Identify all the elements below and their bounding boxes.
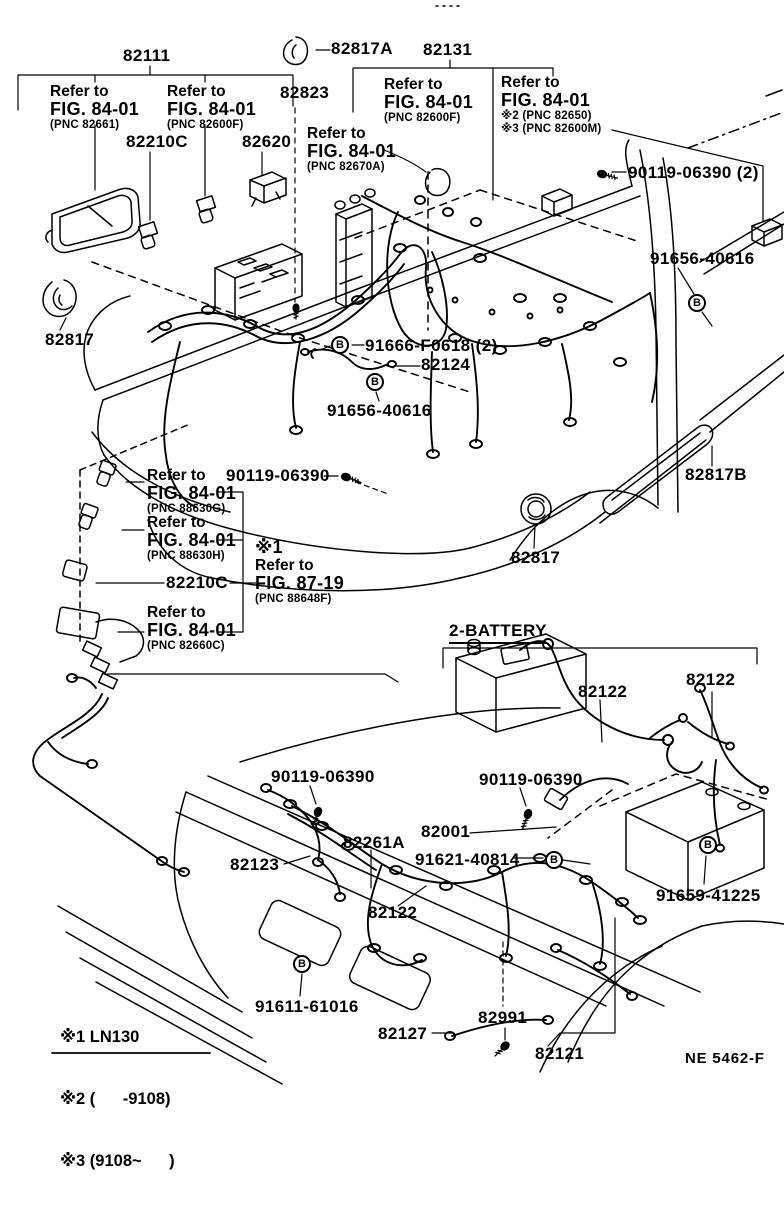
part-label-91656-40616-center: 91656-40616 xyxy=(327,401,432,420)
part-label-82210c-left: 82210C xyxy=(166,573,228,592)
part-label-90119-06390-lr: 90119-06390 xyxy=(479,770,583,789)
figure-code: NE 5462-F xyxy=(685,1050,765,1067)
part-label-82620: 82620 xyxy=(242,132,292,151)
part-label-91621-40814: 91621-40814 xyxy=(415,850,520,869)
callout-line: Refer to xyxy=(255,556,314,574)
part-label-82122-mid: 82122 xyxy=(578,682,628,701)
callout-pnc-82660c xyxy=(147,604,236,653)
callout-line: (PNC 88630G) xyxy=(147,502,226,515)
legend-item-3: ※3 (9108~ ) xyxy=(60,1152,175,1170)
callout-pnc-82650-82600m xyxy=(501,74,601,136)
callout-line: Refer to xyxy=(501,74,560,91)
callout-line: (PNC 88630H) xyxy=(147,549,225,562)
part-label-90119-06390-2: 90119-06390 (2) xyxy=(628,163,759,182)
callout-line: FIG. 84-01 xyxy=(147,530,237,551)
callout-line: (PNC 82660C) xyxy=(147,639,225,652)
part-label-82817-left: 82817 xyxy=(45,330,95,349)
callout-pnc-82661 xyxy=(50,83,139,132)
part-label-82823: 82823 xyxy=(280,83,330,102)
callout-pnc-82600f-mid xyxy=(384,76,473,125)
callout-line: Refer to xyxy=(384,76,443,93)
callout-line: FIG. 84-01 xyxy=(147,483,237,504)
bolt-marker-5: B xyxy=(699,836,717,854)
callout-pnc-82670a xyxy=(307,125,396,174)
bolt-marker-3: B xyxy=(366,373,384,391)
section-label-2-battery: 2-BATTERY xyxy=(449,622,547,644)
callout-asterisk-1: ※1 xyxy=(255,537,283,557)
part-label-82127: 82127 xyxy=(378,1024,428,1043)
callout-line: Refer to xyxy=(167,83,226,100)
callout-line: Refer to xyxy=(307,125,366,142)
legend-item-2: ※2 ( -9108) xyxy=(60,1090,171,1109)
part-label-91611-61016: 91611-61016 xyxy=(255,997,359,1016)
bolt-marker-1: B xyxy=(688,294,706,312)
callout-line: ※3 (PNC 82600M) xyxy=(501,123,602,136)
part-label-82111: 82111 xyxy=(123,46,171,65)
part-label-82123: 82123 xyxy=(230,855,280,874)
part-label-90119-06390-mid: 90119-06390 xyxy=(226,466,330,485)
callout-line: (PNC 82600F) xyxy=(167,118,244,131)
callout-line: FIG. 84-01 xyxy=(50,99,140,120)
callout-line: FIG. 84-01 xyxy=(167,99,257,120)
part-label-82210c-top: 82210C xyxy=(126,132,188,151)
callout-line: Refer to xyxy=(147,467,206,484)
callout-line: FIG. 84-01 xyxy=(501,90,591,111)
part-label-82122-right: 82122 xyxy=(686,670,736,689)
callout-line: (PNC 82670A) xyxy=(307,160,385,173)
callout-line: FIG. 84-01 xyxy=(384,92,474,113)
callout-line: FIG. 84-01 xyxy=(147,620,237,641)
callout-line: (PNC 88648F) xyxy=(255,592,332,605)
part-label-90119-06390-ll: 90119-06390 xyxy=(271,767,375,786)
callout-line: Refer to xyxy=(147,604,206,621)
part-label-82817-center: 82817 xyxy=(511,548,561,567)
callout-line: Refer to xyxy=(147,514,206,531)
part-label-82817b: 82817B xyxy=(685,465,747,484)
callout-line: (PNC 82661) xyxy=(50,118,120,131)
callout-pnc-88630h xyxy=(147,514,236,563)
part-label-82261a: 82261A xyxy=(343,833,405,852)
part-label-82001: 82001 xyxy=(421,822,471,841)
callout-pnc-88648f xyxy=(255,538,344,606)
legend-item-1: ※1 LN130 xyxy=(60,1028,140,1047)
part-label-82817a: 82817A xyxy=(331,39,393,58)
callout-line: (PNC 82600F) xyxy=(384,111,461,124)
part-label-91666-f0618: 91666-F0618 (2) xyxy=(365,336,498,355)
part-label-91659-41225: 91659-41225 xyxy=(656,886,761,905)
callout-line: ※2 (PNC 82650) xyxy=(501,109,592,122)
harness-lower xyxy=(261,639,768,1043)
part-label-82131: 82131 xyxy=(423,40,473,59)
part-label-82124: 82124 xyxy=(421,355,471,374)
callout-line: FIG. 87-19 xyxy=(255,572,345,593)
bolt-marker-6: B xyxy=(293,955,311,973)
bolt-marker-2: B xyxy=(331,336,349,354)
part-label-91656-40616-right: 91656-40616 xyxy=(650,249,755,268)
callout-pnc-82600f-left xyxy=(167,83,256,132)
callout-line: FIG. 84-01 xyxy=(307,141,397,162)
part-label-82991: 82991 xyxy=(478,1008,528,1027)
callout-pnc-88630g xyxy=(147,467,236,516)
callout-line: Refer to xyxy=(50,83,109,100)
part-label-82121: 82121 xyxy=(535,1044,585,1063)
model-legend xyxy=(60,986,175,1213)
bolt-marker-4: B xyxy=(545,851,563,869)
part-label-82122-bottom: 82122 xyxy=(368,903,418,922)
